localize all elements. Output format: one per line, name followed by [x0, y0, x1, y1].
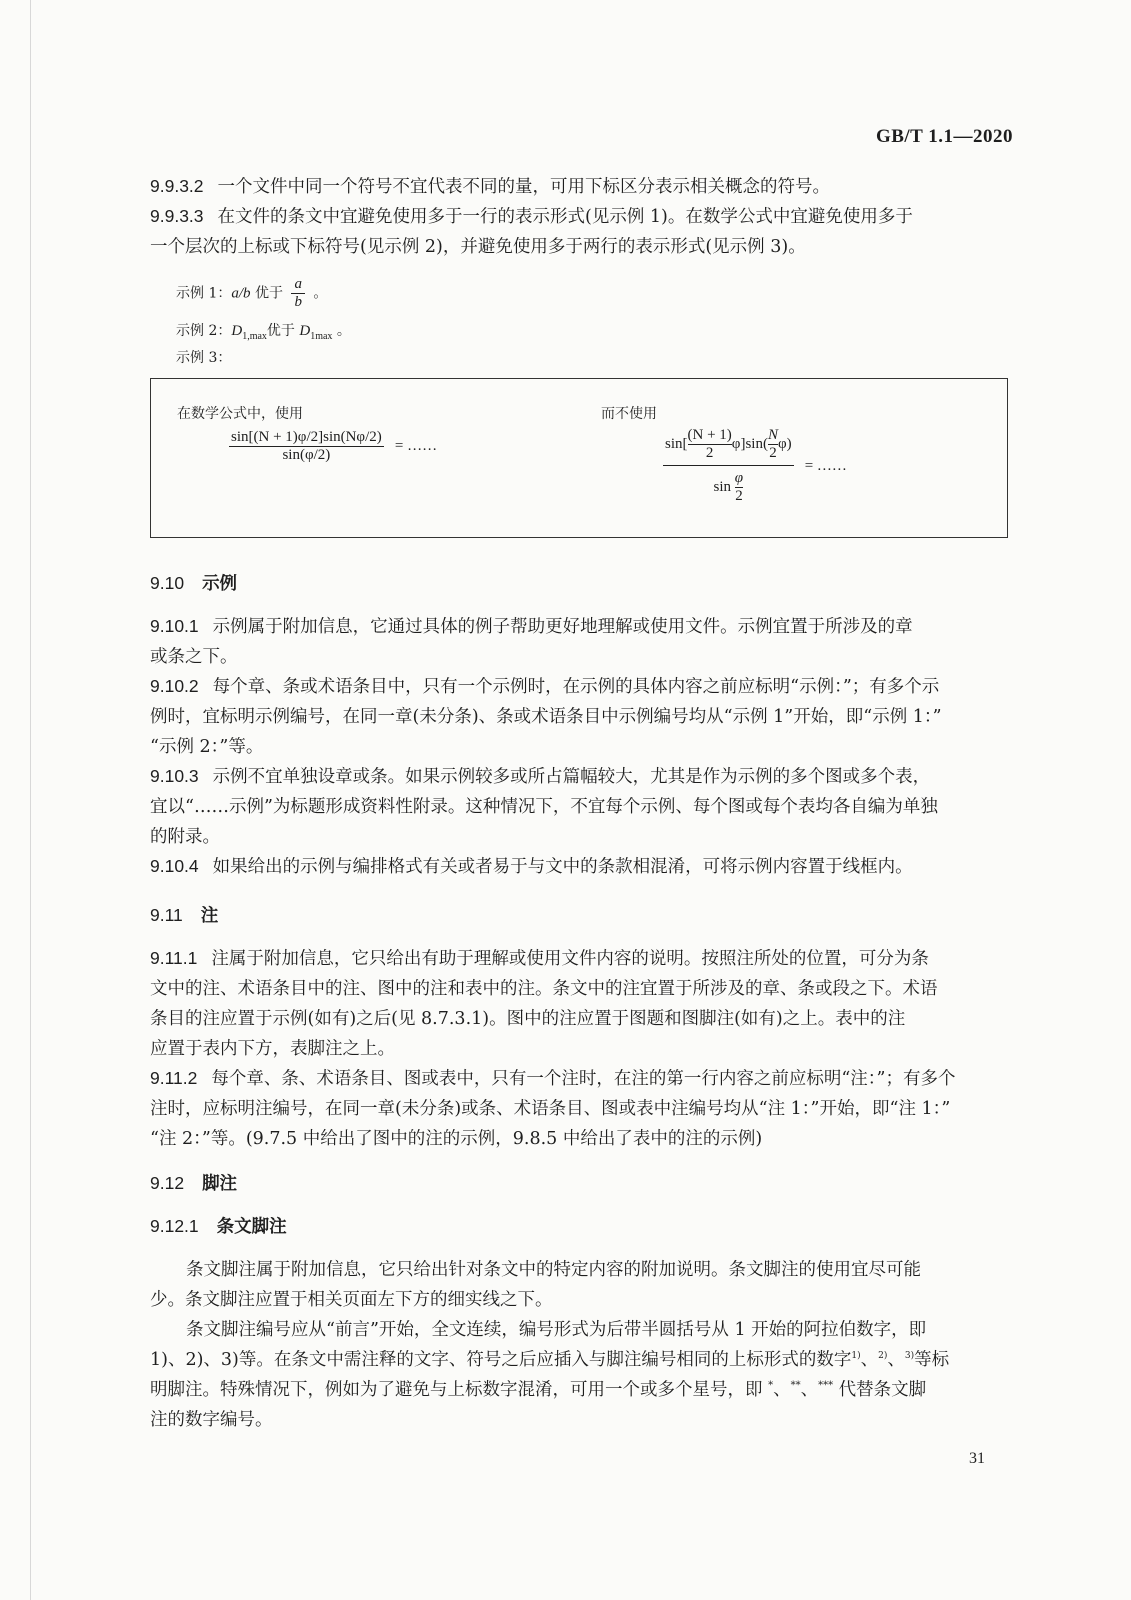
formula-numerator: [663, 427, 794, 466]
not-use-label: 而不使用: [601, 406, 657, 422]
clause-9-9-3-3: [150, 203, 1010, 228]
clause-number: 9.10.2: [150, 676, 199, 696]
superscript: 2): [878, 1351, 888, 1362]
inner-fraction: [768, 427, 778, 462]
example-comparison: 优于: [254, 285, 283, 302]
clause-number: 9.11.1: [150, 948, 198, 968]
clause-text: 一个文件中同一个符号不宜代表不同的量，可用下标区分表示相关概念的符号。: [217, 177, 831, 197]
clause-text-line1: 在文件的条文中宜避免使用多于一行的表示形式(见示例 1)。在数学公式中宜避免使用多于: [217, 207, 913, 227]
clause-9-10-3-line2: 宜以“……示例”为标题形成资料性附录。这种情况下，不宜每个示例、每个图或每个表均各自编为单独: [150, 797, 938, 817]
example-end: 。: [313, 285, 328, 302]
clause-number: 9.11.2: [150, 1068, 198, 1088]
formula-numerator: sin[(N + 1)φ/2]sin(Nφ/2): [231, 429, 382, 445]
formula-fraction: [229, 429, 384, 464]
example-2: [176, 320, 351, 342]
use-label: 在数学公式中，使用: [177, 406, 303, 422]
clause-number: 9.9.3.3: [150, 206, 204, 226]
section-number: 9.12.1: [150, 1216, 199, 1236]
inline-expression: a/b: [231, 285, 251, 302]
section-title: 条文脚注: [216, 1217, 287, 1237]
discouraged-formula: [663, 427, 847, 505]
clause-9-10-3: [150, 763, 1010, 788]
asterisk-marker: *: [768, 1380, 774, 1392]
clause-9-11-2: [150, 1065, 1010, 1090]
clause-9-11-1-line2: 文中的注、术语条目中的注、图中的注和表中的注。条文中的注宜置于所涉及的章、条或段之下。术语: [150, 979, 938, 999]
sin-text: φ]sin(: [731, 435, 768, 452]
clause-number: 9.10.1: [150, 616, 199, 636]
para-9-12-1-b-line1: 条文脚注编号应从“前言”开始，全文连续，编号形式为后带半圆括号从 1 开始的阿拉伯数字，即: [186, 1320, 927, 1340]
clause-9-9-3-3-line2: 一个层次的上标或下标符号(见示例 2)，并避免使用多于两行的表示形式(见示例 3)。: [150, 237, 806, 257]
section-9-11-heading: [150, 902, 218, 927]
subscript: 1,max: [242, 330, 267, 342]
binding-edge: [30, 0, 31, 1600]
section-title: 脚注: [202, 1174, 238, 1194]
symbol-d: D: [299, 323, 311, 339]
clause-9-11-1-line3: 条目的注应置于示例(如有)之后(见 8.7.3.1)。图中的注应置于图题和图脚注(如有)之上。表中的注: [150, 1009, 906, 1029]
subscript: 1max: [310, 330, 333, 342]
formula-denominator: [663, 466, 794, 505]
sin-text: sin: [713, 478, 732, 495]
clause-9-10-3-line3: 的附录。: [150, 827, 220, 847]
example-3-label: 示例 3：: [176, 350, 232, 366]
section-number: 9.12: [150, 1173, 185, 1193]
clause-text: 如果给出的示例与编排格式有关或者易于与文中的条款相混淆，可将示例内容置于线框内。: [212, 857, 913, 877]
para-text: 代替条文脚: [838, 1380, 927, 1400]
fraction-denominator: b: [294, 294, 302, 310]
para-text: 1)、2)、3)等。在条文中需注释的文字、符号之后应插入与脚注编号相同的上标形式的数字: [150, 1350, 852, 1370]
standard-number-header: GB/T 1.1—2020: [875, 126, 1013, 147]
inner-fraction: [735, 470, 743, 505]
para-9-12-1-a-line1: 条文脚注属于附加信息，它只给出针对条文中的特定内容的附加说明。条文脚注的使用宜尽可能: [186, 1260, 921, 1280]
separator: 、: [860, 1350, 879, 1370]
clause-text: 每个章、条或术语条目中，只有一个示例时，在示例的具体内容之前应标明“示例：”；有多个示: [212, 677, 940, 697]
clause-9-10-2-line3: “示例 2：”等。: [150, 737, 264, 757]
example-3-box: [150, 378, 1008, 538]
inner-denominator: 2: [769, 445, 777, 461]
superscript: 1): [851, 1351, 861, 1362]
clause-9-11-1-line4: 应置于表内下方，表脚注之上。: [150, 1039, 395, 1059]
formula-fraction: [663, 427, 794, 505]
inner-numerator: φ: [734, 470, 744, 486]
separator: 、: [887, 1350, 905, 1370]
fraction-numerator: a: [291, 276, 305, 294]
asterisk-marker: **: [790, 1380, 801, 1392]
recommended-formula: [229, 429, 437, 464]
clause-9-11-2-line2: 注时，应标明注编号，在同一章(未分条)或条、术语条目、图或表中注编号均从“注 1：”开始，即“注 1：”: [150, 1099, 951, 1119]
clause-9-11-2-line3: “注 2：”等。(9.7.5 中给出了图中的注的示例，9.8.5 中给出了表中的注的示例): [150, 1129, 763, 1149]
clause-9-10-2-line2: 例时，宜标明示例编号，在同一章(未分条)、条或术语条目中示例编号均从“示例 1”开始，即“示例 1：”: [150, 707, 942, 727]
formula-tail: = ……: [394, 438, 438, 454]
clause-9-10-1-line2: 或条之下。: [150, 647, 238, 667]
superscript: 3): [904, 1351, 915, 1362]
clause-9-9-3-2: [150, 173, 1010, 198]
symbol-d: D: [231, 323, 243, 339]
example-end: 。: [336, 323, 351, 339]
para-9-12-1-b-line2: [150, 1346, 1010, 1371]
para-text: 明脚注。特殊情况下，例如为了避免与上标数字混淆，可用一个或多个星号，即: [150, 1380, 763, 1400]
section-9-10-heading: [150, 570, 237, 595]
section-number: 9.10: [150, 573, 185, 593]
para-text: 等标: [914, 1350, 950, 1370]
inner-denominator: 2: [705, 445, 714, 461]
inner-fraction: [688, 427, 732, 462]
clause-text: 注属于附加信息，它只给出有助于理解或使用文件内容的说明。按照注所处的位置，可分为条: [211, 949, 929, 969]
para-9-12-1-b-line4: 注的数字编号。: [150, 1410, 273, 1430]
fraction: [291, 276, 305, 311]
inner-denominator: 2: [735, 488, 743, 504]
clause-text: 示例属于附加信息，它通过具体的例子帮助更好地理解或使用文件。示例宜置于所涉及的章: [212, 617, 913, 637]
example-comparison: 优于: [266, 323, 295, 339]
example-1: [176, 276, 327, 311]
formula-denominator: sin(φ/2): [282, 447, 331, 463]
inner-numerator: N: [767, 427, 778, 443]
clause-text: 示例不宜单独设章或条。如果示例较多或所占篇幅较大，尤其是作为示例的多个图或多个表，: [212, 767, 931, 787]
clause-number: 9.10.3: [150, 766, 199, 786]
inner-numerator: (N + 1): [687, 427, 732, 443]
clause-number: 9.10.4: [150, 856, 199, 876]
example-label: 示例 2：: [176, 323, 232, 339]
clause-9-11-1: [150, 945, 1010, 970]
section-9-12-heading: [150, 1170, 237, 1195]
clause-9-10-2: [150, 673, 1010, 698]
para-9-12-1-b-line3: 明脚注。特殊情况下，例如为了避免与上标数字混淆，可用一个或多个星号，即 *、**、*** 代替条文脚: [150, 1380, 927, 1400]
para-9-12-1-a-line2: 少。条文脚注应置于相关页面左下方的细实线之下。: [150, 1290, 553, 1310]
clause-9-10-1: [150, 613, 1010, 638]
example-label: 示例 1：: [176, 285, 232, 302]
sin-text: φ): [777, 435, 792, 452]
formula-tail: = ……: [804, 457, 847, 474]
section-9-12-1-heading: [150, 1213, 287, 1238]
section-title: 示例: [202, 574, 238, 594]
clause-number: 9.9.3.2: [150, 176, 204, 196]
section-number: 9.11: [150, 905, 183, 925]
page-number: 31: [969, 1450, 985, 1467]
clause-9-10-4: [150, 853, 1010, 878]
sin-text: sin[: [665, 435, 688, 452]
clause-text: 每个章、条、术语条目、图或表中，只有一个注时，在注的第一行内容之前应标明“注：”；有多个: [211, 1069, 956, 1089]
section-title: 注: [200, 906, 219, 926]
asterisk-marker: ***: [818, 1380, 834, 1392]
